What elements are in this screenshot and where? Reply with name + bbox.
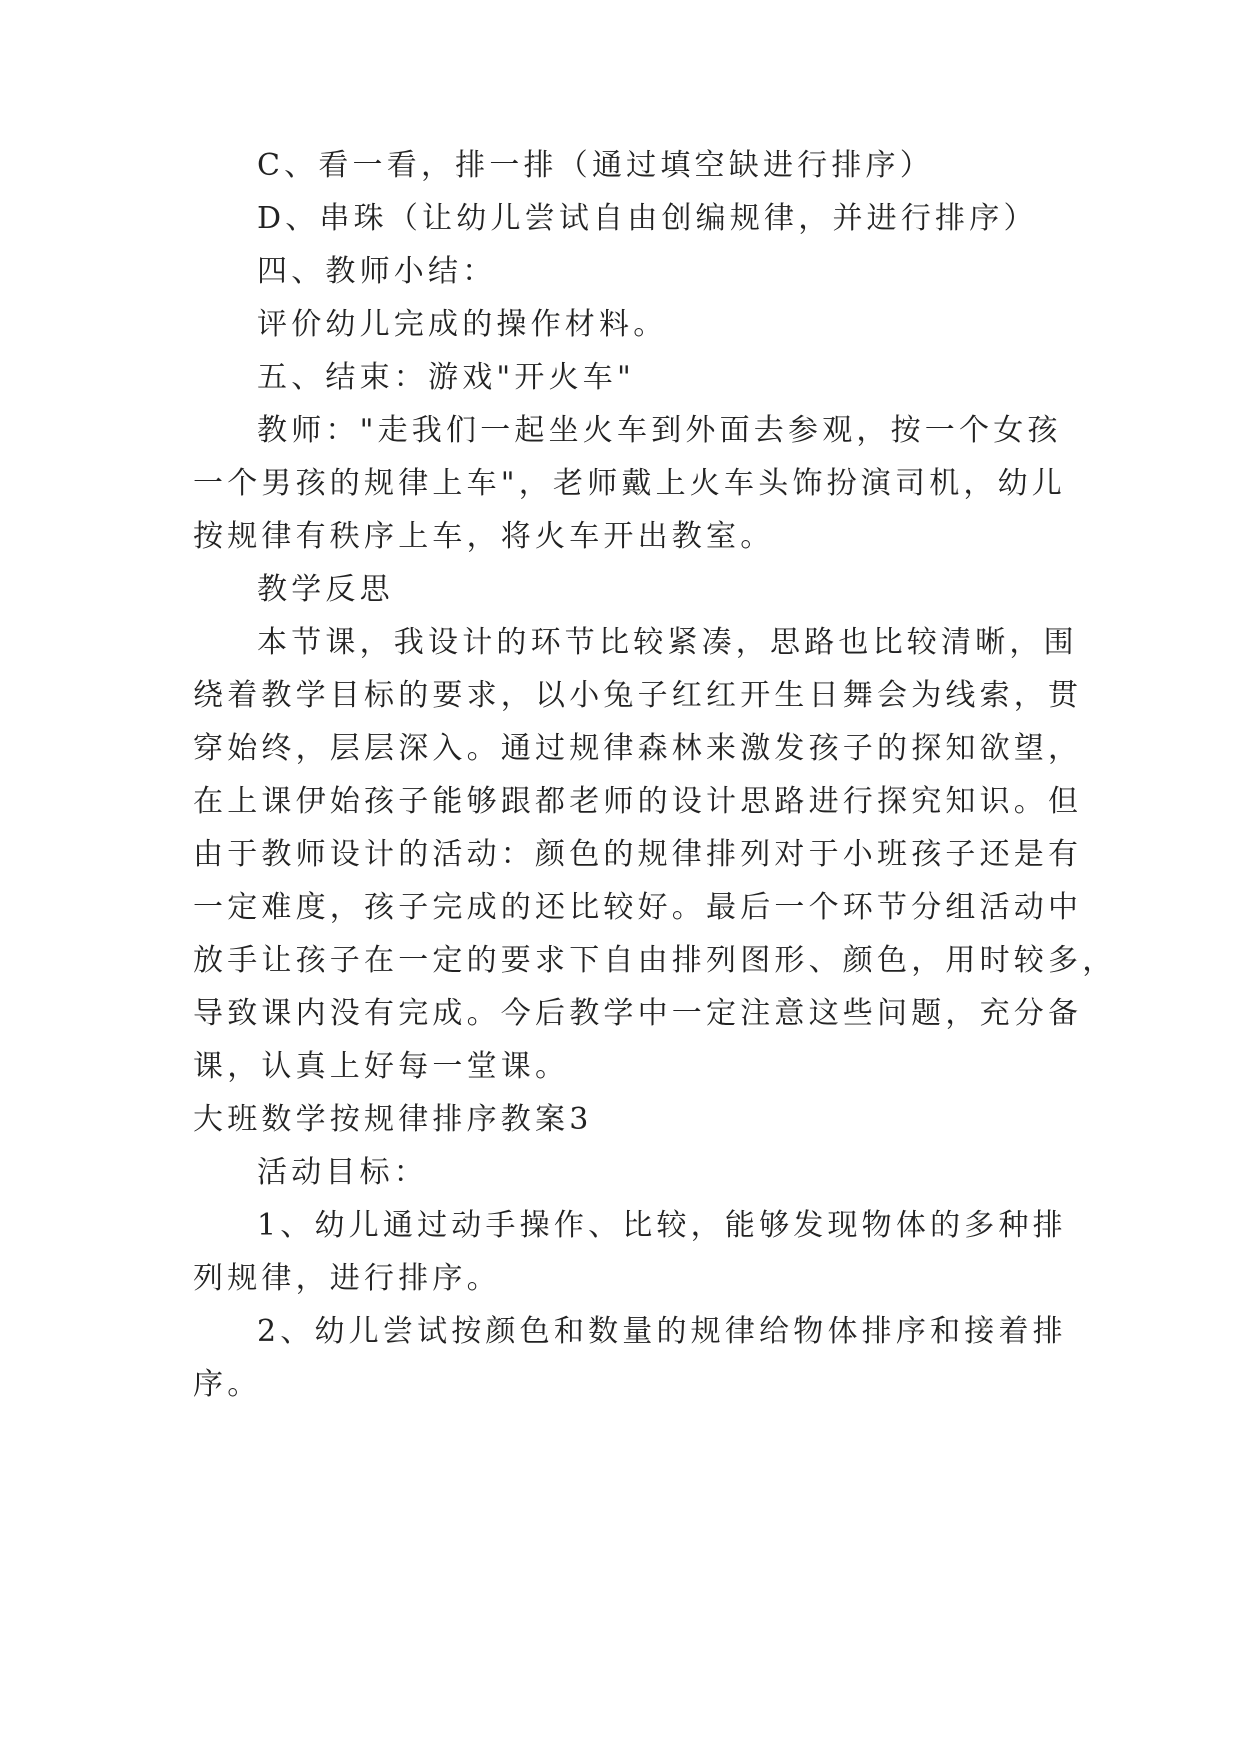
list-item-d: D、串珠（让幼儿尝试自由创编规律，并进行排序） [257, 201, 1038, 236]
paragraph-line: 由于教师设计的活动：颜色的规律排列对于小班孩子还是有 [193, 837, 1083, 872]
section-heading-teacher-summary: 四、教师小结： [257, 254, 497, 289]
paragraph-line: 放手让孩子在一定的要求下自由排列图形、颜色，用时较多， [193, 943, 1117, 978]
paragraph-line: 按规律有秩序上车，将火车开出教室。 [193, 519, 775, 554]
paragraph-line: 列规律，进行排序。 [193, 1261, 501, 1296]
paragraph-line: 评价幼儿完成的操作材料。 [257, 307, 668, 342]
section-heading-objectives: 活动目标： [257, 1155, 428, 1190]
paragraph-line: 本节课，我设计的环节比较紧凑，思路也比较清晰，围 [257, 625, 1078, 660]
paragraph-line: 穿始终，层层深入。通过规律森林来激发孩子的探知欲望， [193, 731, 1083, 766]
section-heading-ending: 五、结束：游戏"开火车" [257, 360, 635, 395]
paragraph-line: 一个男孩的规律上车"，老师戴上火车头饰扮演司机，幼儿 [193, 466, 1066, 501]
section-heading-reflection: 教学反思 [257, 572, 394, 607]
paragraph-line: 序。 [193, 1367, 262, 1402]
list-item-objective-1: 1、幼儿通过动手操作、比较，能够发现物体的多种排 [257, 1208, 1067, 1243]
paragraph-line: 在上课伊始孩子能够跟都老师的设计思路进行探究知识。但 [193, 784, 1083, 819]
paragraph-line: 一定难度，孩子完成的还比较好。最后一个环节分组活动中 [193, 890, 1083, 925]
paragraph-line: 教师："走我们一起坐火车到外面去参观，按一个女孩 [257, 413, 1062, 448]
paragraph-line: 导致课内没有完成。今后教学中一定注意这些问题，充分备 [193, 996, 1083, 1031]
paragraph-line: 课，认真上好每一堂课。 [193, 1049, 570, 1084]
list-item-c: C、看一看，排一排（通过填空缺进行排序） [257, 148, 934, 183]
section-title: 大班数学按规律排序教案3 [193, 1102, 593, 1137]
paragraph-line: 绕着教学目标的要求，以小兔子红红开生日舞会为线索，贯 [193, 678, 1083, 713]
list-item-objective-2: 2、幼儿尝试按颜色和数量的规律给物体排序和接着排 [257, 1314, 1067, 1349]
